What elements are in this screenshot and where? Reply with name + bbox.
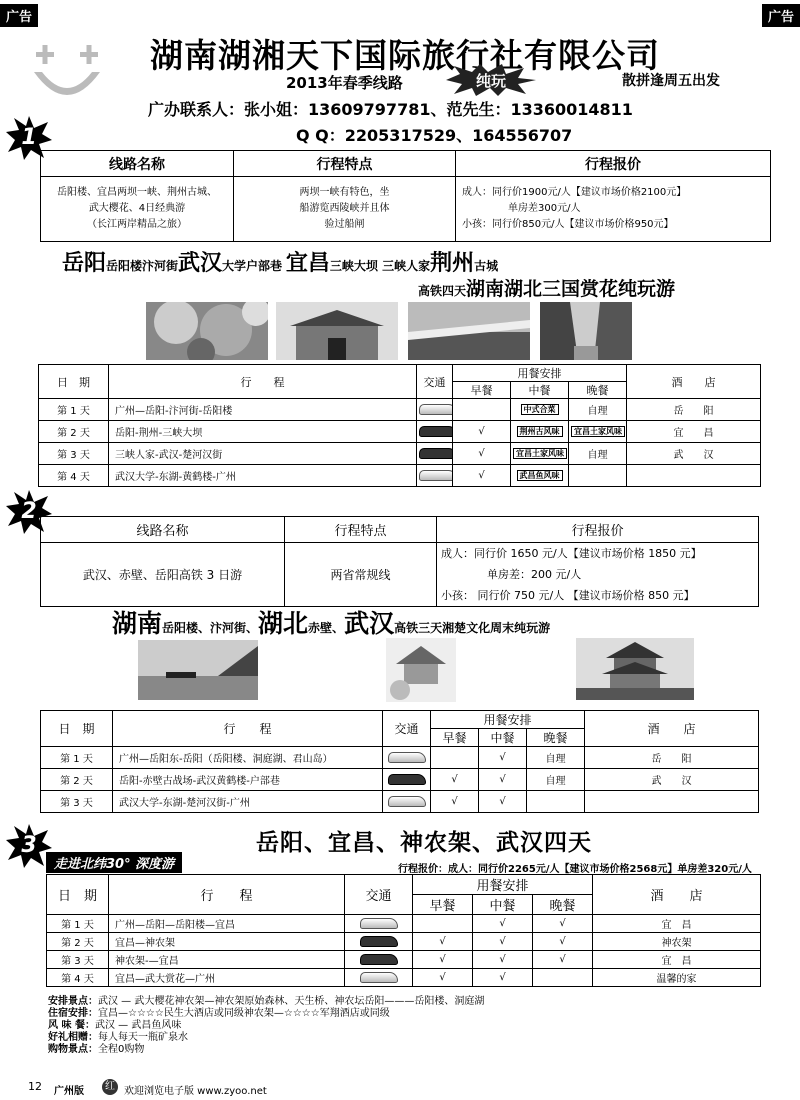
route-3-schedule-table <box>46 874 761 987</box>
row-hotel <box>627 465 761 487</box>
hl-word: 湖南湖北三国赏花纯玩游 <box>466 278 676 300</box>
row-day: 第 4 天 <box>39 465 109 487</box>
row-day: 第 1 天 <box>47 915 109 933</box>
row-lunch: √ <box>473 915 533 933</box>
row-day: 第 3 天 <box>41 791 113 813</box>
schedule-row <box>39 465 761 487</box>
row-breakfast <box>431 747 479 769</box>
photo-yellow-crane-tower <box>576 638 694 700</box>
high-speed-train-icon <box>360 918 398 929</box>
note-text: 全程0购物 <box>98 1044 145 1055</box>
route-2-price-single: 单房差：200 元/人 <box>487 568 582 581</box>
qq-line: Q Q：2205317529、164556707 <box>296 126 573 145</box>
note-row <box>48 1020 484 1032</box>
row-day: 第 2 天 <box>47 933 109 951</box>
schedule-row <box>39 443 761 465</box>
th-lunch: 中餐 <box>479 729 527 747</box>
route-1-price-child: 小孩：同行价850元/人【建议市场价格950元】 <box>462 219 674 230</box>
th-date: 日 期 <box>39 365 109 399</box>
row-dinner-text: 宜昌土家风味 <box>571 426 625 437</box>
row-transport <box>345 933 413 951</box>
row-breakfast: √ <box>453 421 511 443</box>
note-label: 住宿安排： <box>48 1008 98 1019</box>
row-hotel: 宜 昌 <box>627 421 761 443</box>
schedule-row <box>41 769 759 791</box>
note-text: 每人每天一瓶矿泉水 <box>98 1032 188 1043</box>
col-route-features: 行程特点 <box>234 151 456 177</box>
note-label: 购物景点： <box>48 1044 98 1055</box>
row-day: 第 1 天 <box>39 399 109 421</box>
note-row <box>48 1032 484 1044</box>
route-2-feature: 两省常规线 <box>285 543 437 607</box>
row-transport <box>417 465 453 487</box>
row-route: 宜昌—武大赏花—广州 <box>109 969 345 987</box>
row-dinner <box>569 399 627 421</box>
col-route-price: 行程报价 <box>456 151 771 177</box>
row-dinner <box>569 465 627 487</box>
th-date: 日 期 <box>41 711 113 747</box>
note-label: 安排景点： <box>48 996 98 1007</box>
route-1-price <box>456 177 771 242</box>
route-1-summary-table <box>40 150 771 242</box>
row-lunch: √ <box>479 791 527 813</box>
th-breakfast: 早餐 <box>431 729 479 747</box>
row-lunch <box>511 443 569 465</box>
row-dinner <box>569 443 627 465</box>
th-transport: 交通 <box>345 875 413 915</box>
row-route: 岳阳-赤壁古战场-武汉黄鹤楼-户部巷 <box>113 769 383 791</box>
row-dinner <box>533 969 593 987</box>
company-title: 湖南湖湘天下国际旅行社有限公司 <box>150 36 660 75</box>
row-hotel: 岳 阳 <box>585 747 759 769</box>
route-2-schedule-table <box>40 710 759 813</box>
hl-word: 岳阳 <box>62 251 107 276</box>
row-hotel: 武 汉 <box>627 443 761 465</box>
route-1-feature <box>234 177 456 242</box>
schedule-row <box>39 421 761 443</box>
route-1-name-line: 武大樱花、4日经典游 <box>88 203 186 214</box>
hl-word: 高铁三天湘楚文化周末纯玩游 <box>394 621 551 635</box>
row-dinner <box>527 791 585 813</box>
photo-pagoda <box>386 638 456 702</box>
schedule-row <box>47 951 761 969</box>
row-breakfast: √ <box>453 465 511 487</box>
row-lunch-box: 荆州古风味 <box>517 426 563 437</box>
row-dinner: √ <box>533 933 593 951</box>
row-route: 武汉大学-东湖-黄鹤楼-广州 <box>109 465 417 487</box>
hl-word: 武汉 <box>178 251 223 276</box>
row-day: 第 1 天 <box>41 747 113 769</box>
route-2-number: 2 <box>21 499 37 524</box>
th-lunch: 中餐 <box>511 382 569 399</box>
row-breakfast: √ <box>413 933 473 951</box>
note-row <box>48 1044 484 1056</box>
route-2-headline <box>112 604 550 640</box>
edition-label: 广州版 <box>54 1086 84 1097</box>
high-speed-train-icon <box>388 796 426 807</box>
th-hotel: 酒 店 <box>585 711 759 747</box>
row-transport <box>417 443 453 465</box>
edition-badge-icon: 红 <box>102 1079 118 1095</box>
col-route-features: 行程特点 <box>285 517 437 543</box>
route-1-name <box>41 177 234 242</box>
row-route: 三峡人家-武汉-楚河汉街 <box>109 443 417 465</box>
schedule-row <box>47 933 761 951</box>
th-itinerary: 行 程 <box>113 711 383 747</box>
th-hotel: 酒 店 <box>627 365 761 399</box>
route-2-price <box>437 543 759 607</box>
route-3-number: 3 <box>21 833 37 858</box>
photo-gorge <box>540 302 632 360</box>
row-lunch: √ <box>479 747 527 769</box>
row-breakfast <box>453 399 511 421</box>
th-breakfast: 早餐 <box>453 382 511 399</box>
th-dinner: 晚餐 <box>533 895 593 915</box>
row-hotel <box>585 791 759 813</box>
row-hotel: 宜 昌 <box>593 915 761 933</box>
route-2-price-child: 小孩： 同行价 750 元/人 【建议市场价格 850 元】 <box>441 589 695 602</box>
row-route: 武汉大学-东湖-楚河汉街-广州 <box>113 791 383 813</box>
photo-three-gorges-dam <box>408 302 530 360</box>
schedule-row <box>41 791 759 813</box>
row-breakfast: √ <box>413 951 473 969</box>
row-breakfast: √ <box>413 969 473 987</box>
route-2-price-adult: 成人：同行价 1650 元/人【建议市场价格 1850 元】 <box>441 547 702 560</box>
row-hotel: 神农架 <box>593 933 761 951</box>
hl-word: 古城 <box>474 259 499 273</box>
note-label: 好礼相赠： <box>48 1032 98 1043</box>
th-meals: 用餐安排 <box>453 365 627 382</box>
row-lunch: √ <box>479 769 527 791</box>
row-breakfast <box>413 915 473 933</box>
hl-word: 岳阳楼、汴河街、 <box>162 621 259 635</box>
hl-word: 宜昌 <box>285 251 330 276</box>
schedule-row <box>39 399 761 421</box>
row-hotel: 温馨的家 <box>593 969 761 987</box>
bus-icon <box>360 936 398 947</box>
bus-icon <box>419 426 453 437</box>
high-speed-train-icon <box>388 752 426 763</box>
hl-word: 岳阳楼汴河街 <box>106 259 179 273</box>
hl-word: 大学户部巷 <box>222 259 283 273</box>
ad-tag-right: 广告 <box>762 4 800 27</box>
hl-word: 三峡大坝 三峡人家 <box>329 259 431 273</box>
row-breakfast: √ <box>431 791 479 813</box>
route-1-price-single: 单房差300元/人 <box>508 203 581 214</box>
route-1-number: 1 <box>21 125 37 150</box>
footer-url-text: 欢迎浏览电子版 www.zyoo.net <box>124 1086 267 1097</box>
th-dinner: 晚餐 <box>569 382 627 399</box>
th-transport: 交通 <box>383 711 431 747</box>
bus-icon <box>388 774 426 785</box>
route-1-subheadline <box>418 274 675 301</box>
photo-lake-boat <box>138 640 258 700</box>
route-2-summary-table <box>40 516 759 607</box>
row-dinner-text: 自理 <box>587 450 608 461</box>
schedule-row <box>47 969 761 987</box>
route-1-feature-line: 两坝一峡有特色，坐 <box>299 187 390 198</box>
season-badge-text: 纯玩 <box>475 72 506 90</box>
col-route-price: 行程报价 <box>437 517 759 543</box>
row-hotel: 岳 阳 <box>627 399 761 421</box>
th-meals: 用餐安排 <box>431 711 585 729</box>
row-lunch-box: 宜昌土家风味 <box>513 448 567 459</box>
high-speed-train-icon <box>360 972 398 983</box>
bus-icon <box>360 954 398 965</box>
row-day: 第 3 天 <box>39 443 109 465</box>
schedule-row <box>47 915 761 933</box>
row-dinner <box>569 421 627 443</box>
contact-line: 广办联系人：张小姐：13609797781、范先生：13360014811 <box>148 100 633 119</box>
route-1-schedule-table <box>38 364 761 487</box>
col-route-name: 线路名称 <box>41 151 234 177</box>
row-hotel: 武 汉 <box>585 769 759 791</box>
route-1-feature-line: 验过船闸 <box>324 219 365 230</box>
row-route: 神农架-—宜昌 <box>109 951 345 969</box>
row-day: 第 2 天 <box>41 769 113 791</box>
note-row <box>48 1008 484 1020</box>
row-lunch: √ <box>473 969 533 987</box>
row-breakfast: √ <box>453 443 511 465</box>
row-lunch: √ <box>473 933 533 951</box>
hl-word: 赤壁、 <box>308 621 345 635</box>
row-transport <box>383 791 431 813</box>
note-text: 武汉 — 武昌鱼风味 <box>94 1020 182 1031</box>
row-breakfast: √ <box>431 769 479 791</box>
smiley-logo-icon <box>28 38 106 108</box>
note-row <box>48 996 484 1008</box>
row-route: 广州—岳阳—岳阳楼—宜昌 <box>109 915 345 933</box>
th-breakfast: 早餐 <box>413 895 473 915</box>
th-transport: 交通 <box>417 365 453 399</box>
route-1-feature-line: 船游览西陵峡并且体 <box>299 203 390 214</box>
th-itinerary: 行 程 <box>109 365 417 399</box>
photo-cherry-blossom <box>146 302 268 360</box>
row-route: 宜昌—神农架 <box>109 933 345 951</box>
row-lunch-box: 中式合菜 <box>521 404 559 415</box>
row-route: 岳阳-荆州-三峡大坝 <box>109 421 417 443</box>
route-3-price: 行程报价：成人：同行价2265元/人【建议市场价格2568元】单房差320元/人 <box>398 864 752 875</box>
row-hotel: 宜 昌 <box>593 951 761 969</box>
hl-word: 荆州 <box>430 251 475 276</box>
row-transport <box>417 421 453 443</box>
ad-tag-left: 广告 <box>0 4 38 27</box>
row-lunch <box>511 399 569 421</box>
row-lunch <box>511 421 569 443</box>
th-itinerary: 行 程 <box>109 875 345 915</box>
row-transport <box>383 769 431 791</box>
row-route: 广州—岳阳东-岳阳（岳阳楼、洞庭湖、君山岛） <box>113 747 383 769</box>
hl-word: 高铁四天 <box>418 284 467 298</box>
schedule-row <box>41 747 759 769</box>
row-transport <box>383 747 431 769</box>
route-1-price-adult: 成人：同行价1900元/人【建议市场价格2100元】 <box>462 187 687 198</box>
row-day: 第 2 天 <box>39 421 109 443</box>
route-1-headline <box>62 246 498 277</box>
row-transport <box>345 915 413 933</box>
th-dinner: 晚餐 <box>527 729 585 747</box>
high-speed-train-icon <box>419 404 453 415</box>
row-dinner: 自理 <box>527 747 585 769</box>
row-day: 第 3 天 <box>47 951 109 969</box>
hl-word: 湖北 <box>258 609 309 638</box>
row-route: 广州—岳阳-汴河街-岳阳楼 <box>109 399 417 421</box>
route-1-name-line: 岳阳楼、宜昌两坝一峡、荆州古城、 <box>57 187 217 198</box>
note-text: 武汉 — 武大樱花神农架—神农架原始森林、天生桥、神农坛岳阳———岳阳楼、洞庭湖 <box>98 996 485 1007</box>
row-lunch-box: 武昌鱼风味 <box>517 470 563 481</box>
th-hotel: 酒 店 <box>593 875 761 915</box>
row-day: 第 4 天 <box>47 969 109 987</box>
row-dinner: √ <box>533 951 593 969</box>
route-2-name: 武汉、赤壁、岳阳高铁 3 日游 <box>41 543 285 607</box>
hl-word: 武汉 <box>344 609 395 638</box>
photo-city-gate <box>276 302 398 360</box>
row-lunch <box>511 465 569 487</box>
th-meals: 用餐安排 <box>413 875 593 895</box>
route-3-headline: 岳阳、宜昌、神农架、武汉四天 <box>256 830 592 856</box>
th-lunch: 中餐 <box>473 895 533 915</box>
high-speed-train-icon <box>419 470 453 481</box>
page-number: 12 <box>28 1080 42 1093</box>
row-lunch: √ <box>473 951 533 969</box>
departure-note: 散拼逢周五出发 <box>622 73 720 89</box>
note-label: 风 味 餐： <box>48 1020 95 1031</box>
row-transport <box>345 951 413 969</box>
season-badge <box>446 64 536 96</box>
row-transport <box>417 399 453 421</box>
col-route-name: 线路名称 <box>41 517 285 543</box>
row-dinner-text: 自理 <box>587 406 608 417</box>
row-transport <box>345 969 413 987</box>
bus-icon <box>419 448 453 459</box>
note-text: 宜昌—☆☆☆☆民生大酒店或同级神农架—☆☆☆☆军翔酒店或同级 <box>98 1008 390 1019</box>
row-dinner: 自理 <box>527 769 585 791</box>
route-3-notes <box>48 996 484 1056</box>
row-dinner: √ <box>533 915 593 933</box>
route-1-name-line: （长江两岸精品之旅） <box>87 219 187 230</box>
season-line: 2013年春季线路 <box>286 74 403 92</box>
th-date: 日 期 <box>47 875 109 915</box>
route-3-slogan: 走进北纬30° 深度游 <box>46 852 182 873</box>
hl-word: 湖南 <box>112 609 163 638</box>
